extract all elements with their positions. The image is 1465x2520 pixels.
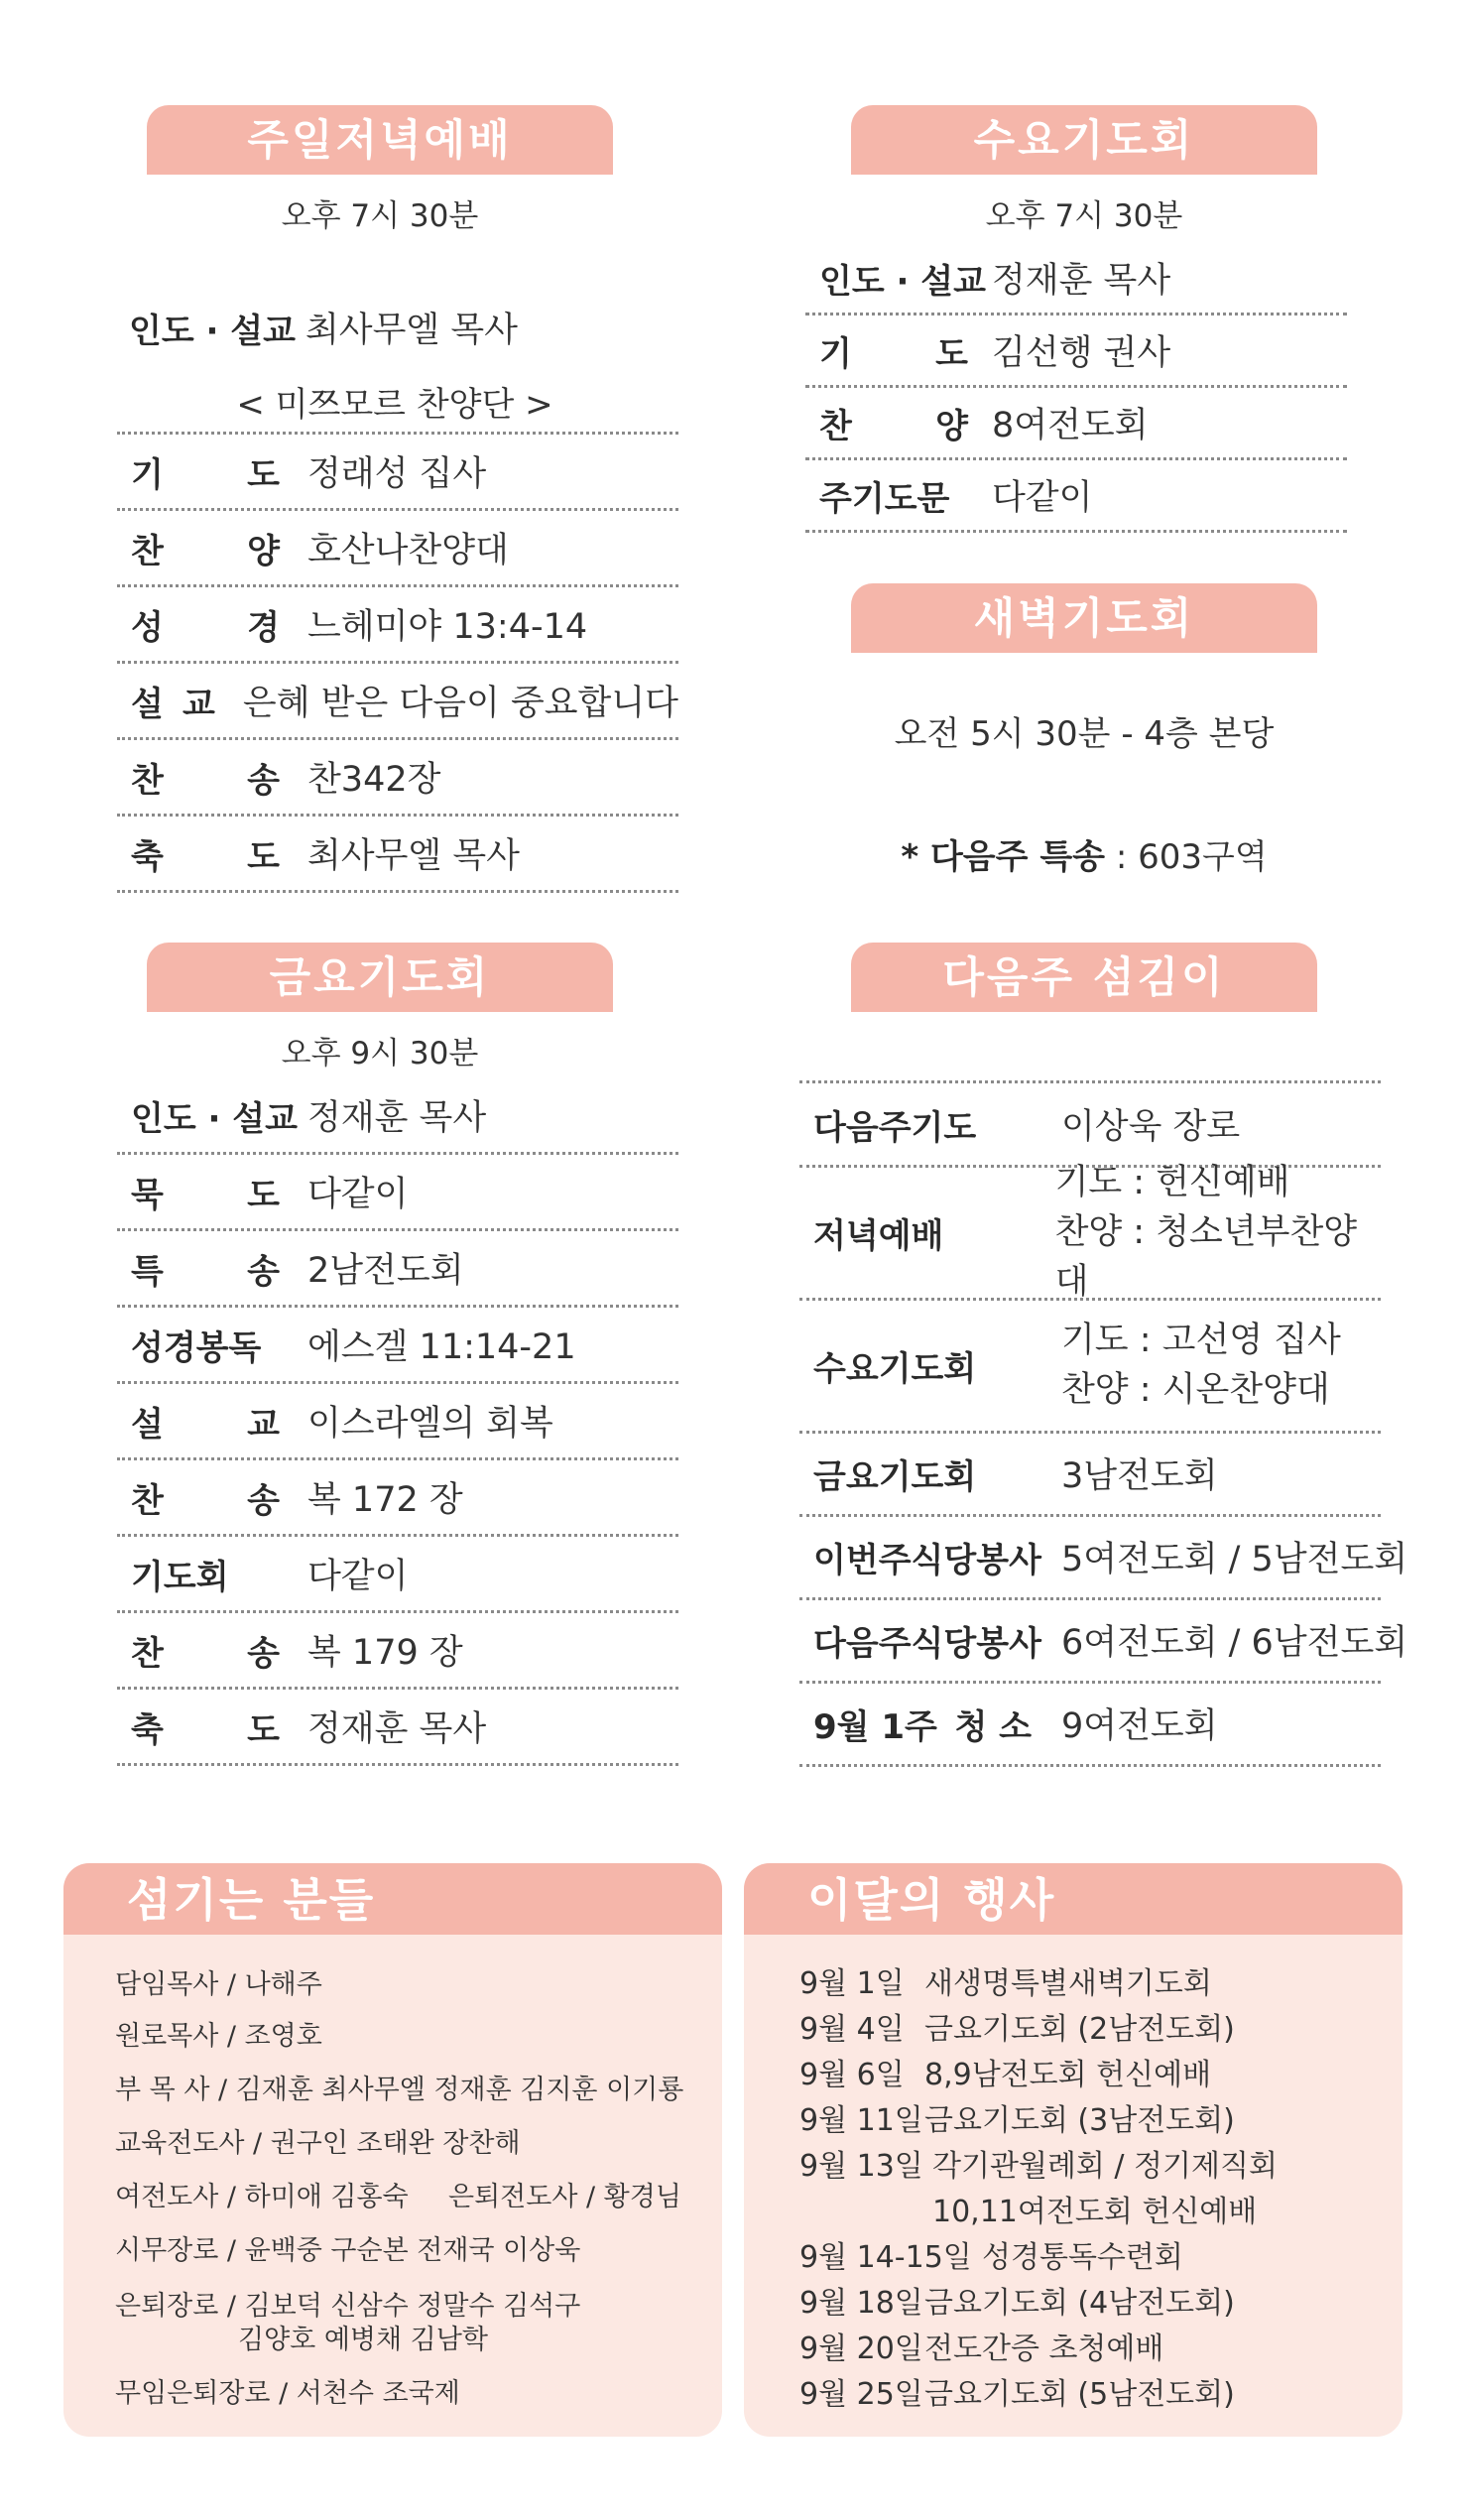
row-label-char-1: 기	[131, 454, 164, 495]
event-date: 9월 11일	[799, 2103, 923, 2138]
schedule-row	[805, 315, 1347, 388]
servers-title: 섬기는 분들	[63, 1863, 722, 1935]
schedule-row	[117, 511, 678, 587]
schedule-row	[799, 1516, 1408, 1600]
sunday-title: 주일저녁예배	[147, 105, 613, 175]
schedule-row	[117, 1613, 678, 1690]
event-text: 성경통독수련회	[982, 2240, 1183, 2275]
event-date: 9월 1일	[799, 1966, 905, 2001]
schedule-row	[799, 1300, 1381, 1434]
dawn-title: 새벽기도회	[851, 583, 1317, 653]
row-value-multiline	[1061, 1316, 1341, 1415]
row-value: 복 172 장	[307, 1480, 463, 1520]
servers-line: 여전도사 / 하미애 김홍숙	[115, 2182, 409, 2212]
schedule-row	[117, 435, 678, 511]
servers-line: 담임목사 / 나해주	[115, 1969, 322, 2000]
row-label-text: 금요기도회	[813, 1456, 977, 1497]
event-text: 금요기도회 (3남전도회)	[924, 2103, 1235, 2138]
wednesday-title: 수요기도회	[851, 105, 1317, 175]
schedule-row	[117, 1537, 678, 1613]
schedule-row	[117, 740, 678, 817]
dawn-next	[813, 829, 1355, 878]
event-text: 각기관월례회 / 정기제직회	[932, 2149, 1278, 2184]
schedule-row	[799, 1433, 1381, 1517]
row-label	[819, 326, 968, 375]
row-label-char-1: 찬	[131, 531, 164, 571]
row-label	[819, 399, 968, 447]
servers-line: 김양호 예병채 김남학	[238, 2325, 488, 2355]
schedule-row	[117, 664, 678, 740]
sunday-time: 오후 7시 30분	[281, 198, 479, 234]
row-label-char-2: 양	[247, 531, 280, 571]
event-text: 8,9남전도회 헌신예배	[924, 2058, 1212, 2092]
schedule-row	[117, 1155, 678, 1231]
row-value: 정래성 집사	[307, 454, 487, 494]
row-value: 정재훈 목사	[307, 1709, 487, 1749]
row-label-text: 인도 · 설교	[131, 1098, 298, 1139]
row-label	[813, 1449, 1032, 1498]
row-value: 2남전도회	[307, 1251, 464, 1291]
row-label-char-1: 설	[131, 684, 164, 724]
row-label-char-1: 묵	[131, 1175, 164, 1215]
row-label-char-1: 특	[131, 1251, 164, 1292]
schedule-row	[805, 388, 1347, 460]
row-label-char-2: 교	[183, 684, 215, 724]
row-label	[813, 1341, 1032, 1390]
row-label-char-1: 성	[131, 607, 164, 648]
row-label-char-2: 송	[247, 1480, 280, 1521]
event-date: 9월 14-15일	[799, 2240, 972, 2275]
schedule-row	[117, 817, 678, 893]
row-label-text: 다음주기도	[813, 1107, 977, 1148]
event-text: 금요기도회 (5남전도회)	[924, 2377, 1235, 2412]
event-date: 9월 4일	[799, 2012, 905, 2047]
row-value: 이스라엘의 회복	[307, 1404, 553, 1444]
row-label	[131, 1244, 280, 1293]
row-label	[131, 1168, 280, 1216]
event-date: 9월 25일	[799, 2377, 923, 2412]
schedule-row	[799, 1083, 1381, 1168]
row-label	[131, 753, 280, 802]
schedule-row	[117, 587, 678, 664]
event-date: 9월 6일	[799, 2058, 905, 2092]
row-label	[813, 1616, 1041, 1665]
row-label-char-2: 도	[935, 333, 968, 374]
schedule-row	[117, 1460, 678, 1537]
event-date: 9월 20일	[799, 2331, 923, 2366]
event-text: 새생명특별새벽기도회	[924, 1966, 1212, 2001]
row-label	[131, 677, 215, 725]
row-value: 9여전도회	[1061, 1706, 1218, 1746]
event-date: 9월 13일	[799, 2149, 923, 2184]
sunday-leader-label: 인도 · 설교	[129, 311, 296, 351]
row-value: 8여전도회	[992, 406, 1149, 445]
row-label-text: 저녁예배	[813, 1215, 944, 1256]
sunday-leader-row	[129, 302, 518, 353]
row-label-char-2: 송	[247, 1633, 280, 1674]
row-label-char-1: 찬	[131, 1480, 164, 1521]
friday-title: 금요기도회	[147, 943, 613, 1012]
schedule-row	[117, 1231, 678, 1308]
row-label	[131, 524, 280, 572]
row-label	[131, 1702, 280, 1751]
servers-line: 교육전도사 / 권구인 조태완 장찬해	[115, 2128, 521, 2159]
row-label	[131, 1091, 298, 1140]
schedule-row	[117, 1308, 678, 1384]
row-label-text: 다음주식당봉사	[813, 1623, 1041, 1664]
row-label-text: 인도 · 설교	[819, 261, 986, 302]
row-label-char-1: 기	[819, 333, 852, 374]
dawn-next-value: : 603구역	[1105, 837, 1268, 877]
row-label-char-2: 도	[247, 836, 280, 877]
row-label	[819, 254, 986, 303]
schedule-row	[805, 460, 1347, 533]
row-value: 다같이	[307, 1175, 409, 1214]
row-label-text-2: 청 소	[954, 1706, 1032, 1747]
row-label	[813, 1533, 1041, 1581]
row-value: 느헤미야 13:4-14	[307, 607, 588, 647]
row-value-multiline	[1055, 1158, 1381, 1307]
servers-line: 시무장로 / 윤백중 구순본 전재국 이상욱	[115, 2235, 581, 2266]
servers-line: 은퇴장로 / 김보덕 신삼수 정말수 김석구	[115, 2291, 581, 2322]
row-label	[819, 471, 968, 520]
schedule-row	[799, 1163, 1381, 1302]
schedule-row	[799, 1683, 1381, 1767]
row-label-char-2: 교	[247, 1404, 280, 1445]
row-value: 호산나찬양대	[307, 531, 509, 570]
servers-line: 부 목 사 / 김재훈 최사무엘 정재훈 김지훈 이기룡	[115, 2075, 684, 2105]
row-label	[813, 1700, 1032, 1748]
row-value: 최사무엘 목사	[307, 836, 520, 876]
row-label	[131, 600, 280, 649]
servers-line: 원로목사 / 조영호	[115, 2021, 322, 2052]
event-text: 전도간증 초청예배	[924, 2331, 1164, 2366]
row-label-char-1: 축	[131, 836, 164, 877]
row-label-char-1: 찬	[131, 760, 164, 801]
row-label	[813, 1208, 1026, 1257]
row-label	[131, 1321, 280, 1369]
schedule-row	[805, 243, 1347, 315]
event-text: 금요기도회 (4남전도회)	[924, 2286, 1235, 2321]
schedule-row	[117, 1078, 678, 1155]
row-value-line-2: 찬양 : 시온찬양대	[1061, 1370, 1330, 1410]
schedule-row	[799, 1599, 1408, 1684]
row-label-text: 수요기도회	[813, 1348, 977, 1389]
row-label	[813, 1100, 1032, 1149]
row-value: 6여전도회 / 6남전도회	[1061, 1623, 1408, 1663]
row-label-char-2: 도	[247, 1709, 280, 1750]
wednesday-time: 오후 7시 30분	[985, 198, 1183, 234]
row-label-char-2: 도	[247, 454, 280, 495]
servers-line: 무임은퇴장로 / 서천수 조국제	[115, 2378, 460, 2409]
row-value: 다같이	[307, 1557, 409, 1596]
row-label-char-1: 축	[131, 1709, 164, 1750]
row-value: 이상욱 장로	[1061, 1107, 1241, 1147]
servers-line: 은퇴전도사 / 황경님	[448, 2182, 681, 2212]
row-label-text: 기도회	[131, 1557, 229, 1597]
event-text: 금요기도회 (2남전도회)	[924, 2012, 1235, 2047]
row-value: 찬342장	[307, 760, 441, 800]
row-label	[131, 1550, 280, 1598]
row-label-text: 성경봉독	[131, 1327, 262, 1368]
event-text: 10,11여전도회 헌신예배	[932, 2195, 1258, 2229]
row-value: 에스겔 11:14-21	[307, 1327, 576, 1367]
row-value: 3남전도회	[1061, 1456, 1218, 1496]
row-value-line-1: 기도 : 헌신예배	[1054, 1163, 1290, 1202]
sunday-choir-note: < 미쯔모르 찬양단 >	[236, 385, 553, 425]
row-label	[131, 447, 280, 496]
row-label-char-2: 양	[935, 406, 968, 446]
friday-time: 오후 9시 30분	[281, 1036, 479, 1071]
row-label-char-1: 찬	[131, 1633, 164, 1674]
row-label-char-2: 도	[247, 1175, 280, 1215]
row-value: 은혜 받은 다음이 중요합니다	[242, 684, 678, 723]
events-title: 이달의 행사	[744, 1863, 1403, 1935]
row-label	[131, 1397, 280, 1446]
row-label-char-2: 송	[247, 760, 280, 801]
nextweek-title: 다음주 섬김이	[851, 943, 1317, 1012]
row-label-text: 이번주식당봉사	[813, 1540, 1041, 1580]
row-value: 김선행 권사	[992, 333, 1171, 373]
dawn-next-label: * 다음주 특송	[901, 837, 1106, 877]
row-label-char-1: 설	[131, 1404, 164, 1445]
row-label-char-2: 경	[247, 607, 280, 648]
row-label-text: 9월 1주	[813, 1706, 937, 1747]
row-label-text: 주기도문	[819, 478, 950, 519]
dawn-time: 오전 5시 30분 - 4층 본당	[894, 714, 1275, 754]
row-label	[131, 829, 280, 878]
row-value: 복 179 장	[307, 1633, 463, 1673]
schedule-row	[117, 1690, 678, 1766]
row-label	[131, 1626, 280, 1675]
row-value: 다같이	[992, 478, 1093, 518]
row-label-char-2: 송	[247, 1251, 280, 1292]
row-value-line-2: 찬양 : 청소년부찬양대	[1054, 1212, 1358, 1302]
row-value: 정재훈 목사	[992, 261, 1171, 301]
row-value-line-1: 기도 : 고선영 집사	[1061, 1321, 1341, 1360]
row-value: 정재훈 목사	[307, 1098, 487, 1138]
row-label-char-1: 찬	[819, 406, 852, 446]
row-value: 5여전도회 / 5남전도회	[1061, 1540, 1408, 1579]
schedule-row	[117, 1384, 678, 1460]
row-label	[131, 1473, 280, 1522]
sunday-leader-value: 최사무엘 목사	[305, 311, 518, 350]
event-date: 9월 18일	[799, 2286, 923, 2321]
